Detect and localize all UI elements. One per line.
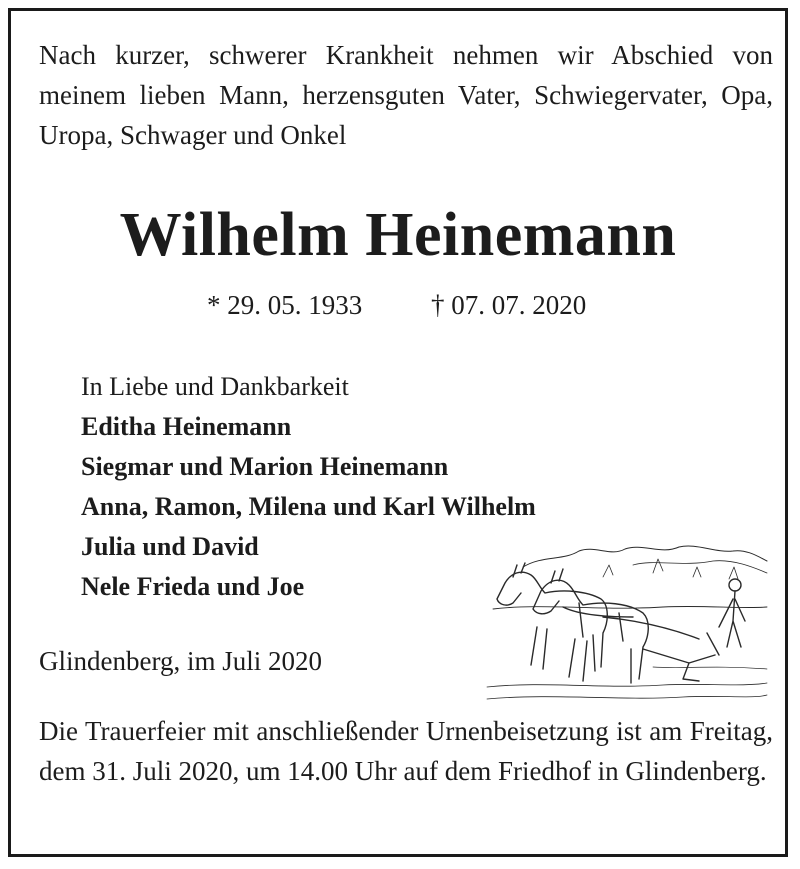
- plowing-horses-illustration: [483, 537, 769, 707]
- obituary-notice: [8, 8, 788, 857]
- mourner-name: Editha Heinemann: [81, 412, 292, 441]
- intro-text: Nach kurzer, schwerer Krankheit nehmen wir Abschied von meinem lieben Mann, herzensguten Vater, Schwiegervater, Opa, Uropa, Schwager und Onkel: [39, 40, 773, 150]
- mourner-name: Siegmar und Marion Heinemann: [81, 452, 449, 481]
- mourners-list: [81, 367, 536, 607]
- mourner-name: Anna, Ramon, Milena und Karl Wilhelm: [81, 492, 536, 521]
- birth-date: * 29. 05. 1933: [207, 290, 363, 320]
- mourner-name: Julia und David: [81, 532, 259, 561]
- mourner-name: Nele Frieda und Joe: [81, 572, 305, 601]
- deceased-name: Wilhelm Heinemann: [119, 201, 677, 269]
- place-and-date: Glindenberg, im Juli 2020: [39, 646, 322, 676]
- funeral-service-info: Die Trauerfeier mit anschließender Urnenbeisetzung ist am Freitag, dem 31. Juli 2020, um 14.00 Uhr auf dem Friedhof in Glindenberg.: [39, 716, 773, 786]
- death-date: † 07. 07. 2020: [431, 290, 587, 320]
- mourners-lead: In Liebe und Dankbarkeit: [81, 372, 349, 401]
